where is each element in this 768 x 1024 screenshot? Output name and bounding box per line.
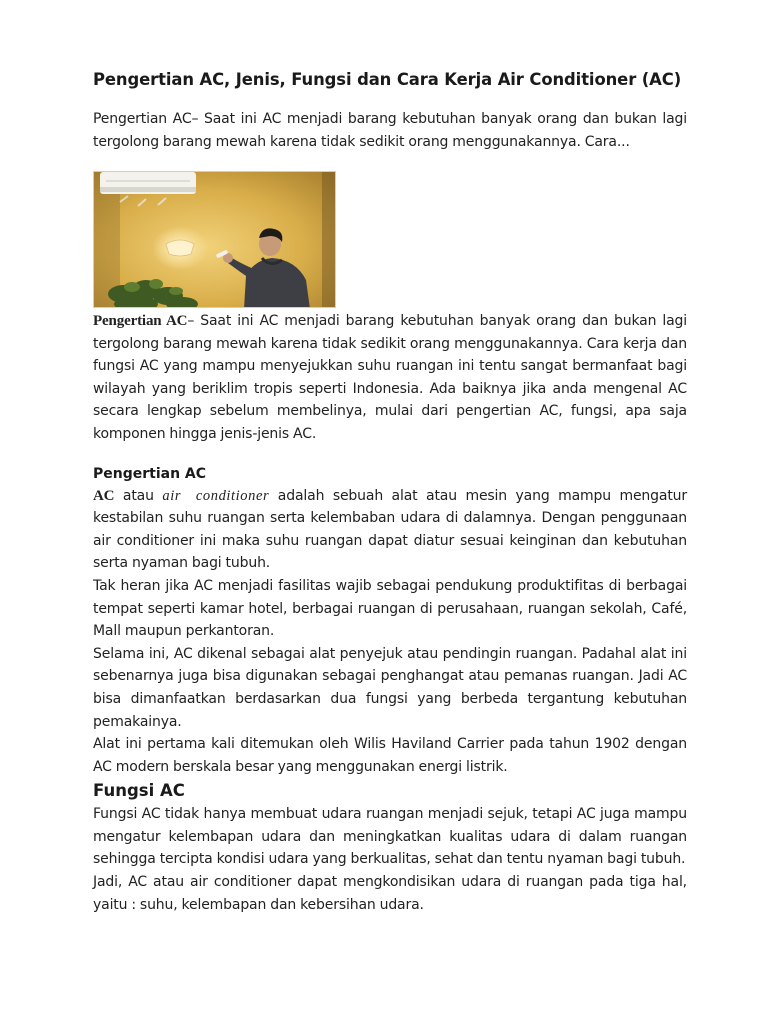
definition-term: AC [93,487,115,504]
definition-text: adalah sebuah alat atau mesin yang mampu mengatur kestabilan suhu ruangan serta kelembaban udara di dalamnya. Dengan penggunaan air conditioner ini maka suhu ruangan dapat diatur sesuai keinginan dan kebutuhan serta nyaman bagi tubuh. [93,487,687,572]
heading-pengertian: Pengertian AC [93,465,207,482]
pengertian-paragraph-2: Tak heran jika AC menjadi fasilitas wajib sebagai pendukung produktifitas di berbagai tempat seperti kamar hotel, berbagai ruangan di perusahaan, ruangan sekolah, Café, Mall maupun perkantoran. [93,577,687,640]
fungsi-paragraph-1: Fungsi AC tidak hanya membuat udara ruangan menjadi sejuk, tetapi AC juga mampu mengatur kelembapan udara dan meningkatkan kualitas udara di dalam ruangan sehingga tercipta kondisi udara yang berkualitas, sehat dan tentu nyaman bagi tubuh. [93,806,687,868]
document-title: Pengertian AC, Jenis, Fungsi dan Cara Kerja Air Conditioner (AC) [93,70,682,89]
lead-paragraph [93,310,687,446]
heading-fungsi: Fungsi AC [93,781,185,801]
definition-italic-term: air conditioner [162,487,270,504]
fungsi-paragraph-2: Jadi, AC atau air conditioner dapat mengkondisikan udara di ruangan pada tiga hal, yaitu : suhu, kelembapan dan kebersihan udara. [93,874,687,913]
definition-joiner: atau [114,487,163,504]
intro-paragraph: Pengertian AC– Saat ini AC menjadi barang kebutuhan banyak orang dan bukan lagi tergolong barang mewah karena tidak sedikit orang menggunakannya. Cara... [93,111,687,150]
definition-paragraph [93,485,687,575]
lead-text: – Saat ini AC menjadi barang kebutuhan banyak orang dan bukan lagi tergolong barang mewah karena tidak sedikit orang menggunakannya. Cara kerja dan fungsi AC yang mampu menyejukkan suhu ruangan ini tentu sangat bermanfaat bagi wilayah yang beriklim tropis seperti Indonesia. Ada baiknya jika anda mengenal AC secara lengkap sebelum membelinya, mulai dari pengertian AC, fungsi, apa saja komponen hingga jenis-jenis AC. [93,313,687,442]
pengertian-paragraph-4: Alat ini pertama kali ditemukan oleh Wilis Haviland Carrier pada tahun 1902 dengan AC modern berskala besar yang menggunakan energi listrik. [93,736,687,775]
lead-term: Pengertian AC [93,313,188,329]
photo-man-with-ac-remote-image [93,171,336,308]
article-body [93,310,687,916]
pengertian-paragraph-3: Selama ini, AC dikenal sebagai alat penyejuk atau pendingin ruangan. Padahal alat ini sebenarnya juga bisa digunakan sebagai penghangat atau pemanas ruangan. Jadi AC bisa dimanfaatkan berdasarkan dua fungsi yang berbeda tergantung kebutuhan pemakainya. [93,645,687,730]
